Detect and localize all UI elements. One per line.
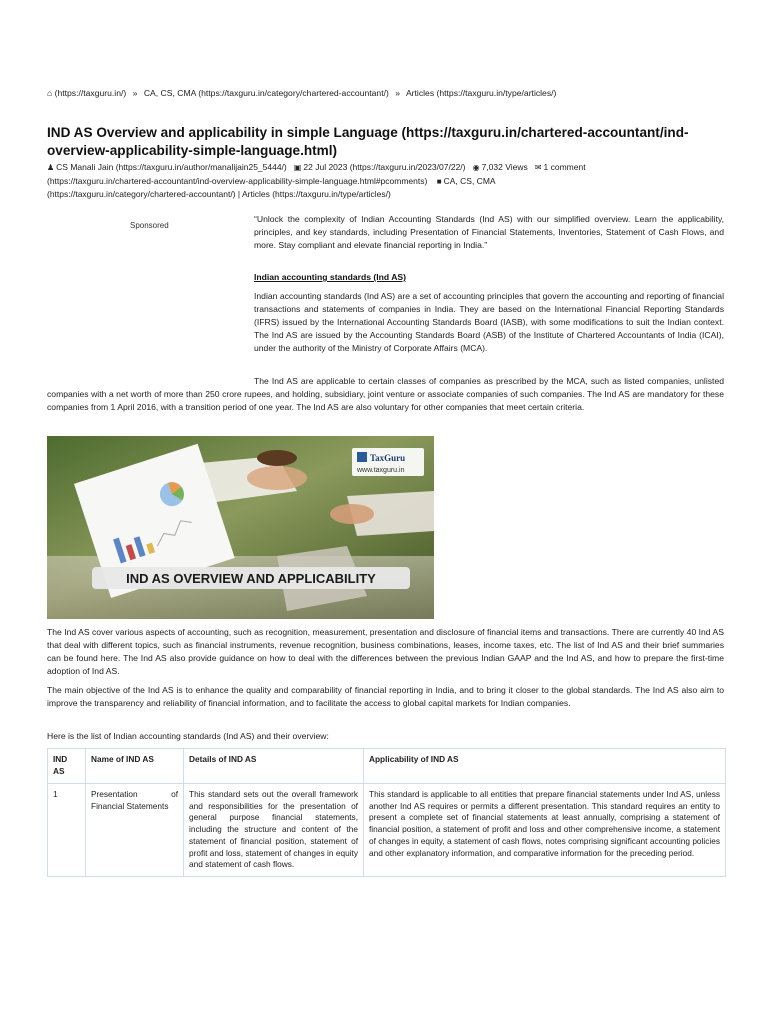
header-ind-as: IND AS: [48, 749, 86, 784]
header-name: Name of IND AS: [86, 749, 184, 784]
table-header-row: [48, 749, 726, 784]
calendar-icon: ▣: [293, 163, 302, 172]
comments-url[interactable]: (https://taxguru.in/chartered-accountant/ind-overview-applicability-simple-language.html#pcomments): [47, 175, 428, 186]
header-details: Details of IND AS: [184, 749, 364, 784]
category-link[interactable]: CA, CS, CMA: [443, 175, 496, 186]
logo-url: www.taxguru.in: [357, 467, 405, 474]
objective-paragraph: The main objective of the Ind AS is to enhance the quality and comparability of financial reporting in India, and to bring it closer to the global standards. The Ind AS also aim to improve the transparency and reliability of financial information, and to facilitate the access to global capital markets for Indian companies.: [47, 685, 724, 708]
taxguru-logo: [352, 448, 424, 476]
views-count: 7,032 Views: [481, 162, 528, 172]
sponsored-label: Sponsored: [130, 221, 169, 230]
ind-as-table: [47, 748, 726, 877]
breadcrumb-type-link[interactable]: Articles (https://taxguru.in/type/articles/): [405, 88, 557, 98]
hero-image: [47, 436, 434, 619]
comment-icon: ✉: [534, 163, 542, 172]
cell-name: Presentation of Financial Statements: [86, 784, 184, 877]
page-title[interactable]: IND AS Overview and applicability in simple Language (https://taxguru.in/chartered-accountant/ind-overview-applicability-simple-language.html): [47, 125, 689, 158]
table-row: [48, 784, 726, 877]
breadcrumb-separator: »: [395, 88, 401, 98]
eye-icon: ◉: [472, 163, 480, 172]
intro-paragraph: Indian accounting standards (Ind AS) are a set of accounting principles that govern the accounting and reporting of financial transactions and statements of companies in India. They are based on the International Financial Reporting Standards (IFRS) issued by the International Accounting Standards Board (IASB), with some modifications to suit the Indian context. The Ind AS are issued by the Accounting Standards Board (ASB) of the Institute of Chartered Accountants of India (ICAI), under the authority of the Ministry of Corporate Affairs (MCA).: [254, 291, 724, 353]
author-link[interactable]: CS Manali Jain (https://taxguru.in/author/manalijain25_5444/): [56, 162, 287, 172]
home-icon[interactable]: ⌂: [47, 88, 53, 98]
hero-banner-text: IND AS OVERVIEW AND APPLICABILITY: [126, 571, 376, 586]
date-link[interactable]: 22 Jul 2023 (https://taxguru.in/2023/07/22/): [303, 162, 466, 172]
section-subheading: Indian accounting standards (Ind AS): [254, 272, 406, 282]
user-icon: ♟: [47, 163, 55, 172]
breadcrumb: [47, 87, 556, 100]
cell-number: 1: [48, 784, 86, 877]
header-applicability: Applicability of IND AS: [364, 749, 726, 784]
breadcrumb-home-link[interactable]: (https://taxguru.in/): [54, 88, 127, 98]
applicability-paragraph: The Ind AS are applicable to certain classes of companies as prescribed by the MCA, such as listed companies, unlisted companies with a net worth of more than 250 crore rupees, and holding, subsidiary, joint venture or associate companies of such companies. The Ind AS are mandatory for these companies from 1 April 2016, with a transition period of one year. The Ind AS are also voluntary for other companies that meet certain criteria.: [47, 376, 724, 412]
category-url-line[interactable]: (https://taxguru.in/category/chartered-accountant/) | Articles (https://taxguru.in/type/articles/): [47, 189, 391, 199]
cover-paragraph: The Ind AS cover various aspects of accounting, such as recognition, measurement, presentation and disclosure of financial items and transactions. There are currently 40 Ind AS that deal with different topics, such as financial instruments, revenue recognition, business combinations, leases, income taxes, etc. The list of Ind AS and their brief summaries can be found here. The Ind AS also provide guidance on how to deal with the differences between the previous Indian GAAP and the Ind AS, and how to prepare the first-time adoption of Ind AS.: [47, 627, 724, 676]
breadcrumb-category-link[interactable]: CA, CS, CMA (https://taxguru.in/category/chartered-accountant/): [143, 88, 389, 98]
article-meta: [47, 161, 737, 201]
quote-paragraph: “Unlock the complexity of Indian Accounting Standards (Ind AS) with our simplified overview. Learn the applicability, principles, and key standards, including Presentation of Financial Statements, Inventories, Statement of Cash Flows, and more. Stay compliant and elevate financial reporting in India.”: [254, 214, 724, 250]
breadcrumb-separator: »: [132, 88, 138, 98]
logo-name: TaxGuru: [370, 453, 406, 463]
cell-details: This standard sets out the overall framework and responsibilities for the presentation of general purpose financial statements, including the structure and content of the statement of financial position, statement of profit and loss, statement of changes in equity and statement of cash flows.: [184, 784, 364, 877]
folder-icon: ■: [436, 176, 442, 186]
comments-link[interactable]: 1 comment: [543, 162, 586, 172]
list-intro: Here is the list of Indian accounting standards (Ind AS) and their overview:: [47, 731, 329, 741]
cell-applicability: This standard is applicable to all entities that prepare financial statements under Ind AS, unless another Ind AS requires or permits a different presentation. This standard requires an entity to present a complete set of financial statements at least annually, comprising a statement of financial position, a statement of profit and loss and other comprehensive income, a statement of changes in equity, a statement of cash flows, notes comprising significant accounting policies and other explanatory information, and comparative information for the preceding period.: [364, 784, 726, 877]
